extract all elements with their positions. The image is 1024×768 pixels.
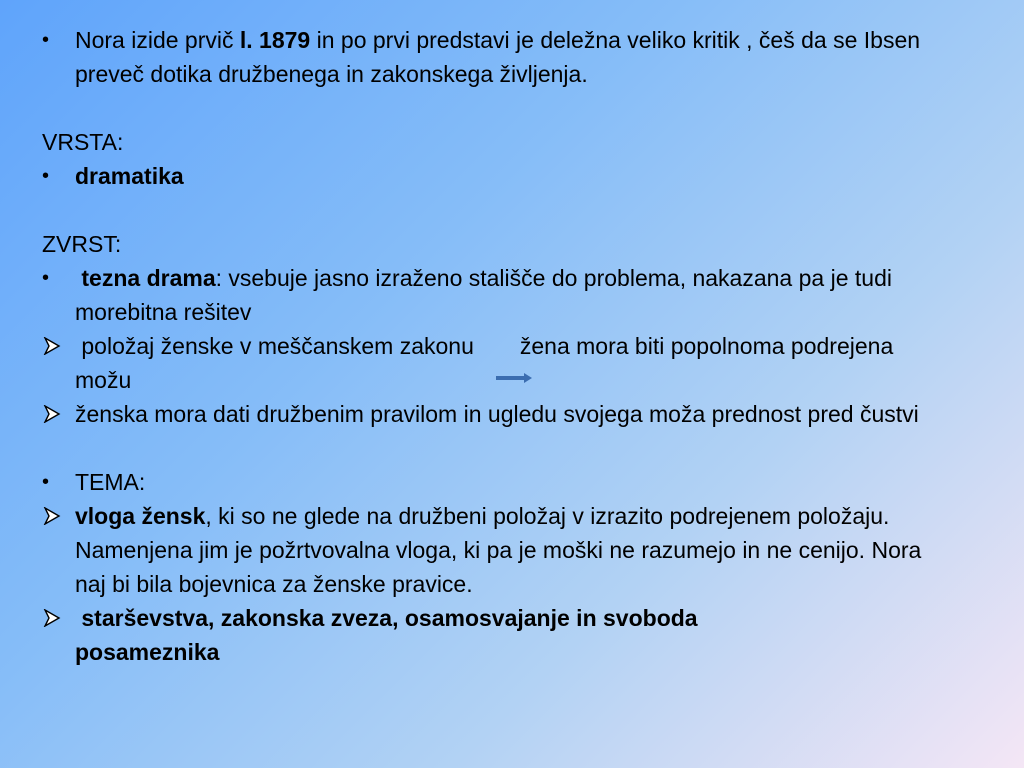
text-sub1-b: žena mora biti popolnoma podrejena možu [75, 333, 894, 393]
text-publication-year: l. 1879 [239, 27, 311, 53]
text-tema2: starševstva, zakonska zveza, osamosvajanje in svoboda posameznika [75, 605, 698, 665]
text-sub2: ženska mora dati družbenim pravilom in ugledu svojega moža prednost pred čustvi [75, 401, 919, 427]
bullet-icon: • [42, 471, 50, 493]
slide-content [42, 23, 952, 669]
bullet-icon: • [42, 267, 50, 289]
list-item-publication [42, 23, 952, 91]
spacer [42, 431, 952, 465]
arrowhead-bullet-icon [43, 609, 61, 627]
list-item-tema-heading [42, 465, 952, 499]
text-zvrst-bold: tezna drama [81, 265, 216, 291]
list-item-sub2 [42, 397, 952, 431]
list-item-tema2 [42, 601, 952, 669]
spacer [42, 193, 952, 227]
text-publication-b: in po prvi predstavi je deležna veliko kritik , češ da se Ibsen preveč dotika družbenega in zakonskega življenja. [75, 27, 921, 87]
text-tema1-bold: vloga žensk [75, 503, 206, 529]
list-item-tema1 [42, 499, 952, 601]
arrowhead-bullet-icon [43, 405, 61, 423]
list-item-vrsta [42, 159, 952, 193]
right-arrow-icon [496, 373, 532, 383]
text-vrsta: dramatika [75, 163, 184, 189]
heading-tema: TEMA: [75, 469, 146, 495]
text-tema1: , ki so ne glede na družbeni položaj v izrazito podrejenem položaju. Namenjena jim je požrtvovalna vloga, ki pa je moški ne razumejo in ne cenijo. Nora naj bi bila bojevnica za ženske pravice. [75, 503, 922, 597]
list-item-zvrst [42, 261, 952, 329]
heading-zvrst: ZVRST: [42, 231, 122, 257]
heading-vrsta: VRSTA: [42, 129, 124, 155]
text-zvrst: : vsebuje jasno izraženo stališče do problema, nakazana pa je tudi morebitna rešitev [75, 265, 892, 325]
text-publication-a: Nora izide prvič [75, 27, 240, 53]
list-item-sub1 [42, 329, 952, 397]
bullet-icon: • [42, 29, 50, 51]
spacer [42, 91, 952, 125]
text-sub1-a: položaj ženske v meščanskem zakonu [81, 333, 474, 359]
arrowhead-bullet-icon [43, 337, 61, 355]
arrowhead-bullet-icon [43, 507, 61, 525]
bullet-icon: • [42, 165, 50, 187]
